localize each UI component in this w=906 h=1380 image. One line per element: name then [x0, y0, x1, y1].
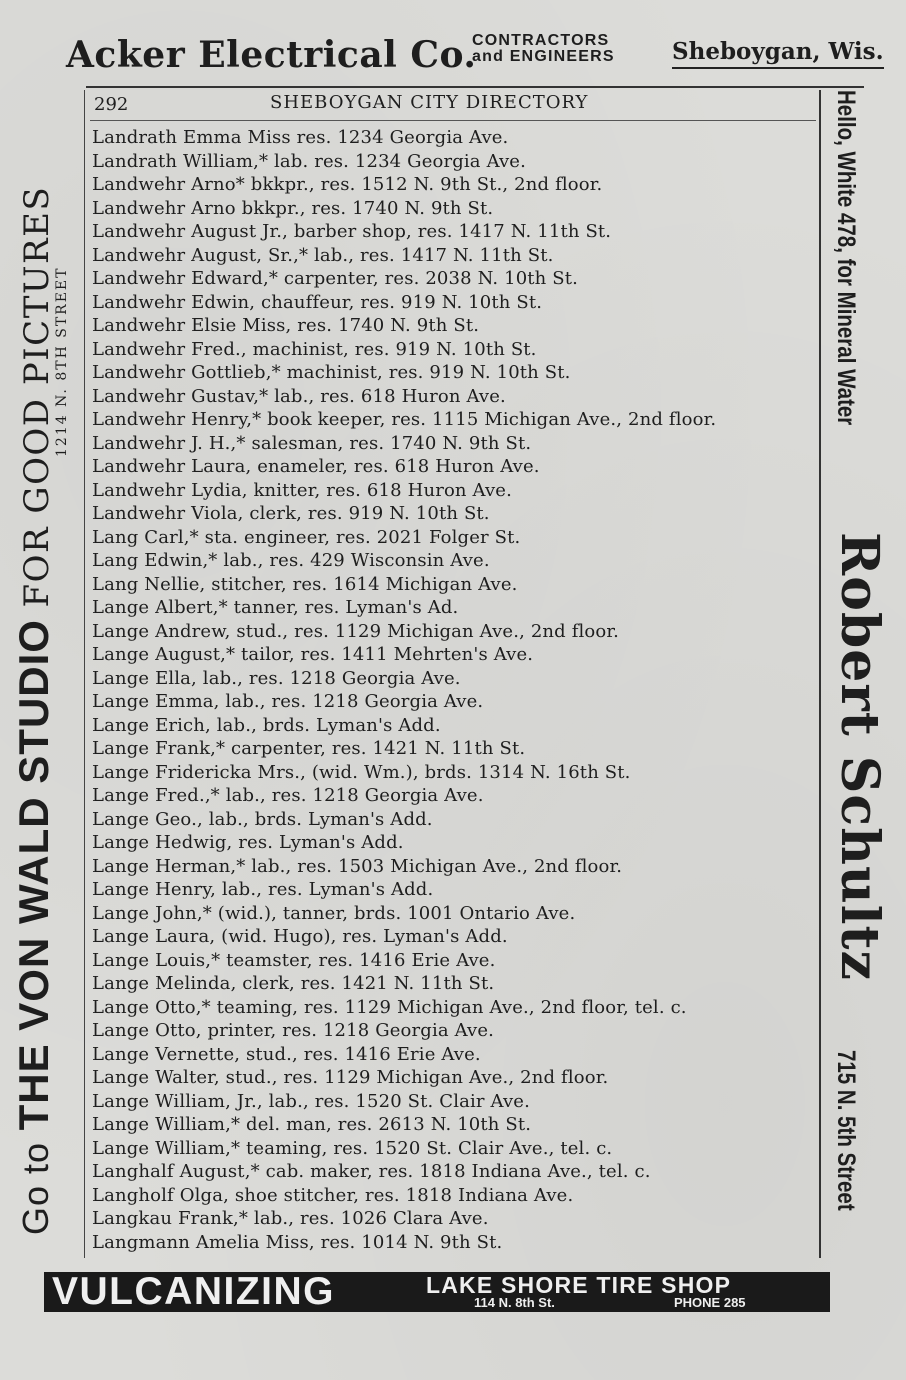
directory-entry: Landwehr Edwin, chauffeur, res. 919 N. 10th St. [92, 291, 543, 313]
directory-entry: Landwehr Henry,* book keeper, res. 1115 Michigan Ave., 2nd floor. [92, 409, 717, 430]
directory-entry: Landwehr Fred., machinist, res. 919 N. 10th St. [92, 338, 537, 360]
studio-address: 1214 N. 8TH STREET [54, 266, 70, 457]
directory-entry: Landwehr August, Sr.,* lab., res. 1417 N. 11th St. [92, 244, 554, 266]
studio-tagline: FOR GOOD PICTURES [17, 185, 57, 608]
left-side-advertisement [6, 105, 82, 1245]
directory-entry: Lange Hedwig, res. Lyman's Add. [92, 832, 404, 853]
directory-entry: Lange William,* teaming, res. 1520 St. Clair Ave., tel. c. [92, 1137, 613, 1159]
directory-entry: Lange John,* (wid.), tanner, brds. 1001 Ontario Ave. [92, 902, 576, 924]
directory-entry: Landwehr Gustav,* lab., res. 618 Huron Ave. [92, 385, 506, 407]
directory-entry: Lange Geo., lab., brds. Lyman's Add. [92, 808, 433, 830]
directory-entry: Landwehr Gottlieb,* machinist, res. 919 N. 10th St. [92, 362, 571, 383]
directory-entry: Lange Otto, printer, res. 1218 Georgia Ave. [92, 1020, 495, 1041]
directory-entry: Lange Louis,* teamster, res. 1416 Erie Ave. [92, 949, 496, 971]
directory-entry: Lange Emma, lab., res. 1218 Georgia Ave. [92, 691, 484, 712]
directory-entry: Landwehr J. H.,* salesman, res. 1740 N. 9th St. [92, 432, 532, 454]
tire-shop-address: 114 N. 8th St. [474, 1295, 555, 1310]
header-rule [86, 86, 864, 88]
title-rule [90, 120, 816, 121]
directory-entry: Lange Henry, lab., res. Lyman's Add. [92, 879, 434, 900]
directory-entry: Lange August,* tailor, res. 1411 Mehrten's Ave. [92, 644, 534, 665]
directory-entry: Lange Herman,* lab., res. 1503 Michigan Ave., 2nd floor. [92, 855, 623, 877]
studio-name: THE VON WALD STUDIO [10, 619, 57, 1131]
directory-entry: Landwehr Elsie Miss, res. 1740 N. 9th St. [92, 315, 480, 336]
schultz-address: 715 N. 5th Street [832, 1050, 860, 1211]
directory-entry: Landwehr Lydia, knitter, res. 618 Huron Ave. [92, 479, 512, 501]
directory-entry: Lange Fred.,* lab., res. 1218 Georgia Ave. [92, 785, 484, 806]
directory-entry: Lang Edwin,* lab., res. 429 Wisconsin Ave. [92, 550, 490, 571]
right-side-advertisement [820, 90, 890, 1260]
directory-entry: Lange Albert,* tanner, res. Lyman's Ad. [92, 597, 459, 618]
directory-entry: Langmann Amelia Miss, res. 1014 N. 9th St. [92, 1231, 503, 1253]
left-frame-rule [84, 90, 85, 1258]
directory-entry: Lange William,* del. man, res. 2613 N. 10th St. [92, 1114, 532, 1135]
tire-shop-phone: PHONE 285 [674, 1295, 746, 1310]
tire-shop-name: LAKE SHORE TIRE SHOP [426, 1272, 732, 1298]
directory-entry: Lang Carl,* sta. engineer, res. 2021 Folger St. [92, 526, 521, 548]
directory-entries [92, 126, 818, 1254]
directory-entry: Landwehr August Jr., barber shop, res. 1417 N. 11th St. [92, 221, 612, 242]
advertiser-robert-schultz: Robert Schultz [829, 532, 890, 981]
go-to-text: Go to [15, 1141, 56, 1235]
bottom-advertisement [44, 1272, 830, 1312]
directory-entry: Lange Melinda, clerk, res. 1421 N. 11th St. [92, 973, 495, 994]
page-number: 292 [94, 94, 129, 115]
top-advertisement [66, 26, 884, 82]
directory-entry: Landrath Emma Miss res. 1234 Georgia Ave. [92, 127, 509, 148]
directory-entry: Landwehr Laura, enameler, res. 618 Huron Ave. [92, 456, 540, 477]
directory-entry: Langholf Olga, shoe stitcher, res. 1818 Indiana Ave. [92, 1184, 574, 1206]
directory-entry: Lange Walter, stud., res. 1129 Michigan Ave., 2nd floor. [92, 1067, 609, 1088]
service-line-1: CONTRACTORS [472, 32, 610, 49]
directory-entry: Landrath William,* lab. res. 1234 Georgia Ave. [92, 150, 526, 172]
advertiser-city: Sheboygan, Wis. [672, 38, 884, 69]
directory-entry: Landwehr Arno bkkpr., res. 1740 N. 9th St. [92, 197, 494, 219]
directory-entry: Landwehr Arno* bkkpr., res. 1512 N. 9th St., 2nd floor. [92, 174, 603, 195]
advertiser-service [472, 33, 615, 65]
directory-entry: Lange Ella, lab., res. 1218 Georgia Ave. [92, 667, 461, 689]
directory-entry: Landwehr Viola, clerk, res. 919 N. 10th St. [92, 503, 490, 524]
directory-entry: Lange Laura, (wid. Hugo), res. Lyman's Add. [92, 926, 508, 947]
directory-entry: Lang Nellie, stitcher, res. 1614 Michigan Ave. [92, 573, 518, 595]
directory-entry: Lange Andrew, stud., res. 1129 Michigan Ave., 2nd floor. [92, 620, 620, 642]
directory-entry: Langkau Frank,* lab., res. 1026 Clara Ave. [92, 1208, 489, 1229]
directory-entry: Lange Erich, lab., brds. Lyman's Add. [92, 714, 441, 736]
directory-entry: Lange William, Jr., lab., res. 1520 St. Clair Ave. [92, 1090, 530, 1112]
service-line-2: and ENGINEERS [472, 48, 615, 65]
advertiser-name: Acker Electrical Co. [66, 34, 477, 76]
directory-entry: Lange Otto,* teaming, res. 1129 Michigan Ave., 2nd floor, tel. c. [92, 996, 687, 1018]
running-title: SHEBOYGAN CITY DIRECTORY [270, 92, 589, 113]
mineral-water-phone: Hello, White 478, for Mineral Water [832, 90, 860, 426]
directory-entry: Lange Vernette, stud., res. 1416 Erie Ave. [92, 1043, 481, 1065]
directory-entry: Langhalf August,* cab. maker, res. 1818 Indiana Ave., tel. c. [92, 1161, 651, 1182]
directory-entry: Lange Frank,* carpenter, res. 1421 N. 11th St. [92, 738, 526, 759]
directory-entry: Landwehr Edward,* carpenter, res. 2038 N. 10th St. [92, 268, 579, 289]
directory-entry: Lange Fridericka Mrs., (wid. Wm.), brds. 1314 N. 16th St. [92, 761, 631, 783]
studio-ad-text [10, 186, 58, 1235]
vulcanizing-text: VULCANIZING [52, 1270, 335, 1313]
